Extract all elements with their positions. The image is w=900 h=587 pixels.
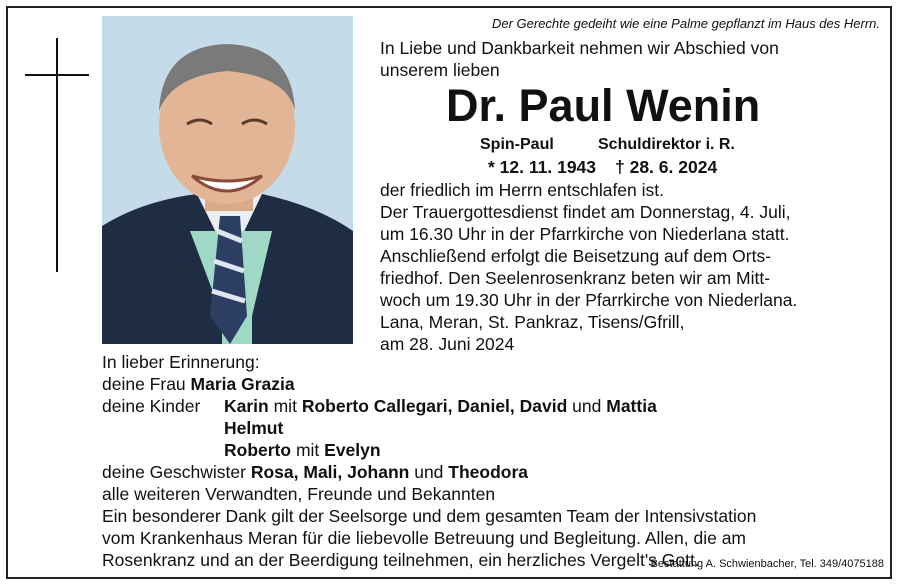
sibling-name: Theodora (448, 462, 529, 482)
death-date: † 28. 6. 2024 (615, 157, 718, 177)
text-line: um 16.30 Uhr in der Pfarrkirche von Niederlana statt. (380, 224, 790, 244)
text-line: der friedlich im Herrn entschlafen ist. (380, 180, 664, 200)
text-line: woch um 19.30 Uhr in der Pfarrkirche von Niederlana. (380, 290, 798, 310)
thanks-line: vom Krankenhaus Meran für die liebevolle Betreuung und Begleitung. Allen, die am (102, 528, 747, 548)
siblings-prefix: deine Geschwister (102, 462, 246, 482)
connector-word: mit (295, 440, 320, 460)
thanks-line: Ein besonderer Dank gilt der Seelsorge und dem gesamten Team der Intensivstation (102, 506, 757, 526)
partner-names: Roberto Callegari, Daniel, David (301, 396, 568, 416)
text-line: Anschließend erfolgt die Beisetzung auf dem Orts- (380, 246, 772, 266)
text-line: friedhof. Den Seelenrosenkranz beten wir am Mitt- (380, 268, 771, 288)
wife-prefix: deine Frau (102, 374, 186, 394)
portrait-photo (102, 16, 353, 344)
connector-word: mit (273, 396, 297, 416)
text-line: Der Trauergottesdienst findet am Donnerstag, 4. Juli, (380, 202, 791, 222)
wife-line (102, 374, 295, 394)
thanks-line: Rosenkranz und an der Beerdigung teilnehmen, ein herzliches Vergelt's Gott. (102, 550, 700, 570)
place-line: Lana, Meran, St. Pankraz, Tisens/Gfrill, (380, 312, 685, 332)
intro-line-2: unserem lieben (380, 60, 500, 80)
grandchild-name: Mattia (606, 396, 657, 416)
birth-date: * 12. 11. 1943 (488, 157, 597, 177)
child-name: Roberto (224, 440, 292, 460)
profession-title: Schuldirektor i. R. (598, 136, 735, 153)
nickname: Spin-Paul (480, 136, 554, 153)
siblings-line (102, 462, 528, 482)
children-prefix: deine Kinder (102, 396, 201, 416)
date-line: am 28. Juni 2024 (380, 334, 515, 354)
connector-word: und (414, 462, 444, 482)
deceased-name: Dr. Paul Wenin (446, 80, 761, 131)
memory-heading: In lieber Erinnerung: (102, 352, 260, 372)
relatives-line: alle weiteren Verwandten, Freunde und Bekannten (102, 484, 496, 504)
child-name: Helmut (224, 418, 284, 438)
children-line-3 (224, 440, 381, 460)
children-line-1 (224, 396, 657, 416)
funeral-home-credit: Bestattung A. Schwienbacher, Tel. 349/4075188 (650, 558, 884, 570)
child-name: Karin (224, 396, 269, 416)
cross-horizontal-bar (25, 74, 89, 76)
connector-word: und (572, 396, 602, 416)
motto-quote: Der Gerechte gedeiht wie eine Palme gepflanzt im Haus des Herrn. (491, 16, 880, 31)
portrait-illustration (102, 16, 353, 344)
sibling-names: Rosa, Mali, Johann (250, 462, 410, 482)
wife-name: Maria Grazia (190, 374, 295, 394)
intro-line-1: In Liebe und Dankbarkeit nehmen wir Abschied von (380, 38, 779, 58)
partner-name: Evelyn (324, 440, 381, 460)
